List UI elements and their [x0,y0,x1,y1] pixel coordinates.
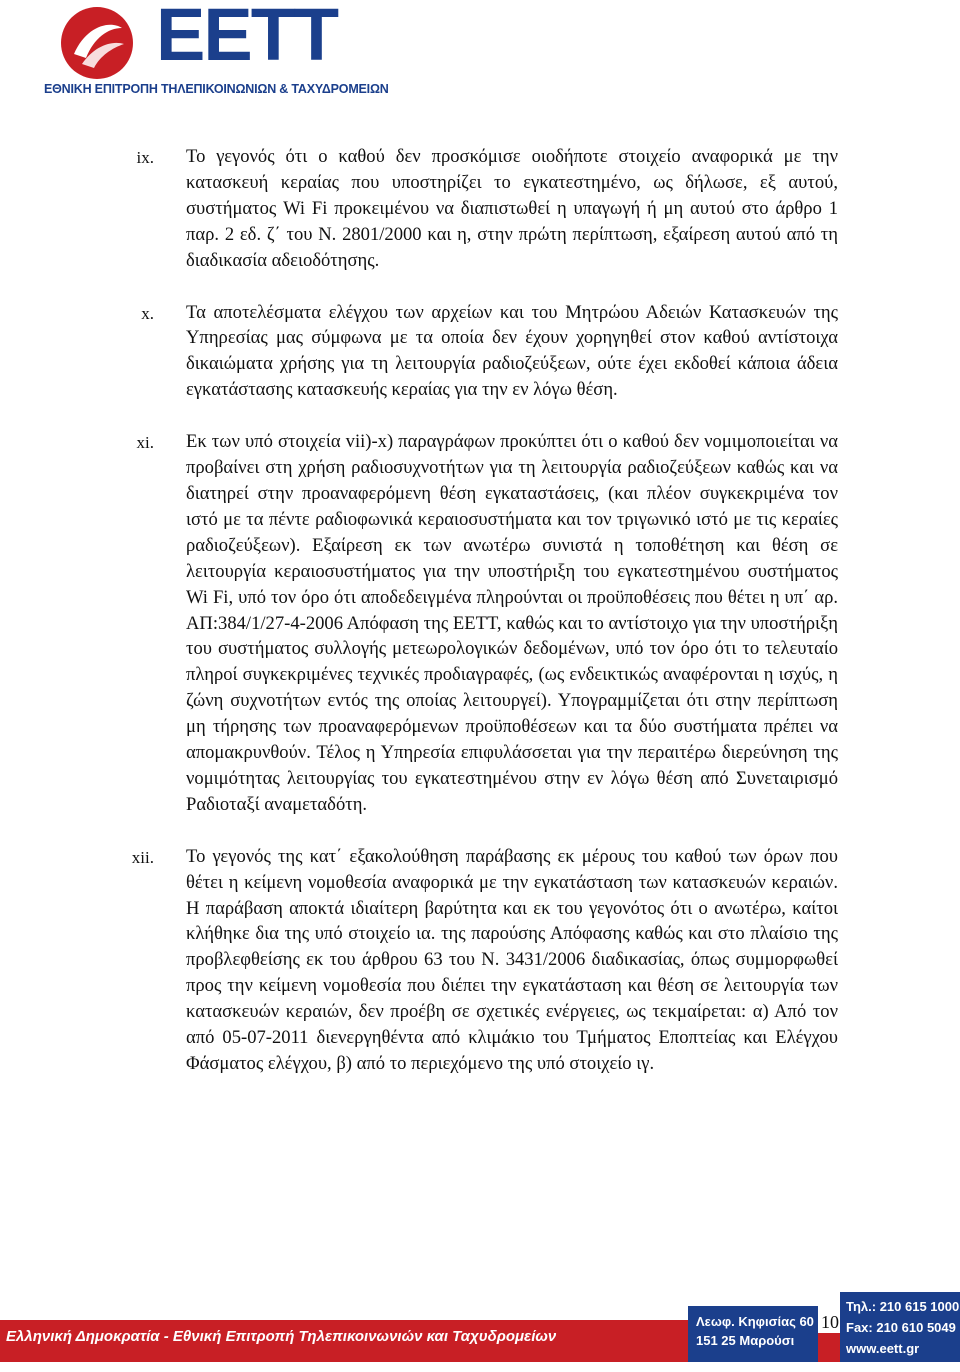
list-item [0,300,960,404]
page-footer [0,1290,960,1372]
item-text: Εκ των υπό στοιχεία vii)-x) παραγράφων προκύπτει ότι ο καθού δεν νομιμοποιείται να προβαίνει στη χρήση ραδιοσυχνοτήτων για τη λειτουργία ραδιοζεύξεων καθώς και να διατηρεί στην προαναφερόμενη θέση εγκαταστάσεις, (και πλέον συγκεκριμένα τον ιστό με τα πέντε ραδιοφωνικά κεραιοσυστήματα και τον τριγωνικό ιστό με τις κεραίες ραδιοζεύξεων). Εξαίρεση εκ των ανωτέρω συνιστά η τοποθέτηση και θέση σε λειτουργία κεραιοσυστήματος για την υποστήριξη του εγκατεστημένου συστήματος Wi Fi, υπό τον όρο ότι αποδεδειγμένα πληρούνται οι προϋποθέσεις που θέτει η υπ΄ αρ. ΑΠ:384/1/27-4-2006 Απόφαση της ΕΕΤΤ, καθώς και το αντίστοιχο για την υποστήριξη του συστήματος συλλογής μετεωρολογικών δεδομένων, υπό τον όρο ότι το τελευταίο πληροί συγκεκριμένες τεχνικές προδιαγραφές, (ως ενδεικτικώς αναφέρονται η ισχύς, η ζώνη συχνοτήτων εντός της οποίας λειτουργεί). Υπογραμμίζεται ότι στην περίπτωση μη τήρησης των προαναφερόμενων προϋποθέσεων και τα δύο συστήματα πρέπει να απομακρυνθούν. Τέλος η Υπηρεσία επιφυλάσσεται για την περαιτέρω διερεύνηση της νομιμότητας λειτουργίας του εγκατεστημένου στην εν λόγω θέση από Συνεταιρισμό Ραδιοταξί αναμεταδότη. [186,431,838,815]
page-number: 10 [818,1312,842,1333]
address-line: 151 25 Μαρούσι [696,1333,795,1348]
address-line: Λεωφ. Κηφισίας 60 [696,1314,814,1329]
item-number: x. [141,303,154,323]
footer-contact [840,1292,960,1362]
item-text: Το γεγονός ότι ο καθού δεν προσκόμισε οιοδήποτε στοιχείο αναφορικά με την κατασκευή κεραίας που υποστηρίζει το εγκατεστημένο, ως δήλωσε, εξ αυτού, συστήματος Wi Fi προκειμένου να διαπιστωθεί η υπαγωγή ή μη αυτού στο άρθρο 1 παρ. 2 εδ. ζ΄ του Ν. 2801/2000 και η, στην πρώτη περίπτωση, εξαίρεση αυτού από τη διαδικασία αδειοδότησης. [186,146,838,271]
item-number: xi. [136,433,154,453]
item-number: ix. [136,148,154,167]
footer-strip-text: Ελληνική Δημοκρατία - Εθνική Επιτροπή Τηλεπικοινωνιών και Ταχυδρομείων [6,1328,557,1345]
logo-subtitle: ΕΘΝΙΚΗ ΕΠΙΤΡΟΠΗ ΤΗΛΕΠΙΚΟΙΝΩΝΙΩΝ & ΤΑΧΥΔΡΟΜΕΙΩΝ [44,82,389,96]
numbered-items [0,144,960,1103]
footer-address [688,1306,818,1362]
website-link[interactable]: www.eett.gr [846,1341,920,1356]
list-item [0,144,960,274]
logo-wordmark: EETT [156,0,338,76]
item-text: Το γεγονός της κατ΄ εξακολούθηση παράβασης εκ μέρους του καθού των όρων που θέτει η κείμενη νομοθεσία αναφορικά με την εγκατάσταση των κατασκευών κεραιών. Η παράβαση αποκτά ιδιαίτερη βαρύτητα και εκ του γεγονότος ότι ο ανωτέρω, καίτοι κλήθηκε δια της υπό στοιχείο ια. της παρούσης Απόφασης καθώς και στο πλαίσιο της προβλεφθείσης εκ του άρθρου 63 του Ν. 3431/2006 διαδικασίας, όπως συμμορφωθεί προς την κείμενη νομοθεσία που διέπει την εγκατάσταση και θέση σε λειτουργία των κατασκευών κεραιών, δεν προέβη σε σχετικές ενέργειες, ως τεκμαίρεται: α) Από τον από 05-07-2011 διενεργηθέντα από κλιμάκιο του Τμήματος Εποπτείας και Ελέγχου Φάσματος ελέγχου, β) από το περιεχόμενο της υπό στοιχείο ιγ. [186,845,838,1074]
phone-number: Τηλ.: 210 615 1000 [846,1299,960,1314]
item-text: Τα αποτελέσματα ελέγχου των αρχείων και του Μητρώου Αδειών Κατασκευών της Υπηρεσίας μας σύμφωνα με τα οποία δεν έχουν χορηγηθεί στον καθού αντίστοιχα δικαιώματα χρήσης για τη λειτουργία ραδιοζεύξεων, ούτε έχει εκδοθεί κάποια άδεια εγκατάστασης κατασκευής κεραίας για την εν λόγω θέση. [186,301,838,401]
eett-logo [44,0,389,104]
item-number: xii. [131,847,154,867]
list-item [0,844,960,1077]
list-item [0,429,960,818]
eett-emblem-icon [60,6,134,80]
fax-number: Fax: 210 610 5049 [846,1320,956,1335]
